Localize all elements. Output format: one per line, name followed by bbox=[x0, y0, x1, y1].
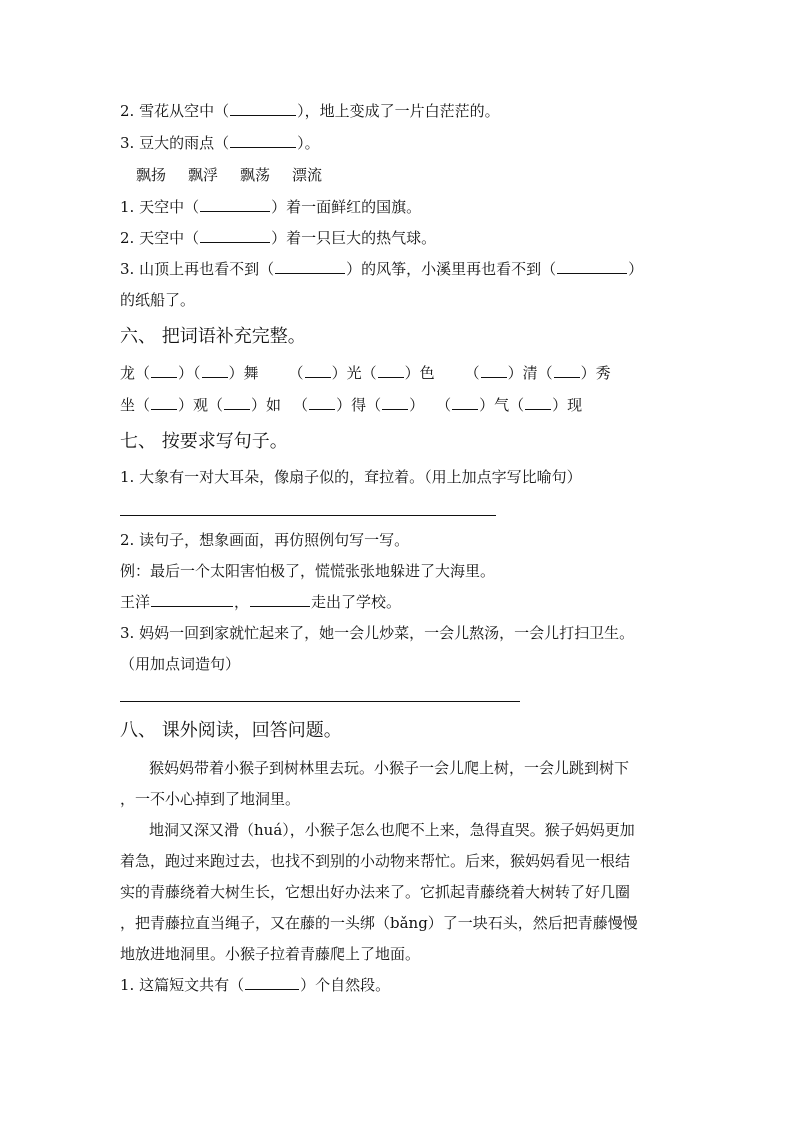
answer-blank[interactable] bbox=[230, 101, 296, 116]
passage-line: 着急，跑过来跑过去，也找不到别的小动物来帮忙。后来，猴妈妈看见一根结 bbox=[120, 852, 631, 870]
answer-blank[interactable] bbox=[557, 259, 627, 274]
idiom-row-2: 坐（ ）观（ ）如 （ ）得（ ） （ ）气（ ）现 bbox=[120, 396, 583, 414]
passage-line: 实的青藤绕着大树生长，它想出好办法来了。它抓起青藤绕着大树转了好几圈 bbox=[120, 883, 631, 901]
fill-line-3-cont: 的纸船了。 bbox=[120, 291, 196, 309]
answer-blank[interactable] bbox=[305, 363, 331, 378]
answer-blank[interactable] bbox=[151, 363, 177, 378]
answer-blank[interactable] bbox=[224, 395, 250, 410]
answer-blank[interactable] bbox=[200, 228, 270, 243]
answer-blank[interactable] bbox=[275, 259, 345, 274]
s7-question-3: 3. 妈妈一回到家就忙起来了，她一会儿炒菜，一会儿熬汤，一会儿打扫卫生。 bbox=[120, 624, 635, 642]
passage-line: 猴妈妈带着小猴子到树林里去玩。小猴子一会儿爬上树，一会儿跳到树下 bbox=[149, 759, 630, 777]
answer-blank[interactable] bbox=[151, 395, 177, 410]
answer-line[interactable] bbox=[120, 701, 520, 702]
section-8-heading: 八、 课外阅读，回答问题。 bbox=[120, 720, 342, 741]
fill-line-3: 3. 山顶上再也看不到（ ）的风筝，小溪里再也看不到（ ） bbox=[120, 260, 644, 278]
answer-blank[interactable] bbox=[250, 592, 310, 607]
answer-blank[interactable] bbox=[382, 395, 408, 410]
passage-line: 地洞又深又滑（huá），小猴子怎么也爬不上来，急得直哭。猴子妈妈更加 bbox=[149, 821, 635, 839]
s7-example: 例：最后一个太阳害怕极了，慌慌张张地躲进了大海里。 bbox=[120, 562, 496, 580]
answer-blank[interactable] bbox=[200, 197, 270, 212]
passage-line: 地放进地洞里。小猴子拉着青藤爬上了地面。 bbox=[120, 945, 421, 963]
s7-question-2: 2. 读句子，想象画面，再仿照例句写一写。 bbox=[120, 531, 410, 549]
s7-question-1: 1. 大象有一对大耳朵，像扇子似的，耷拉着。（用上加点字写比喻句） bbox=[120, 468, 582, 486]
answer-line[interactable] bbox=[120, 515, 496, 516]
answer-blank[interactable] bbox=[309, 395, 335, 410]
fill-line-2: 2. 天空中（ ）着一只巨大的热气球。 bbox=[120, 229, 437, 247]
answer-blank[interactable] bbox=[452, 395, 478, 410]
answer-blank[interactable] bbox=[245, 975, 299, 990]
word-options bbox=[136, 165, 322, 185]
answer-blank[interactable] bbox=[481, 363, 507, 378]
s7-write-line: 王洋 ， 走出了学校。 bbox=[120, 593, 402, 611]
s7-question-3-note: （用加点词造句） bbox=[120, 655, 241, 673]
answer-blank[interactable] bbox=[202, 363, 228, 378]
fill-line-1: 1. 天空中（ ）着一面鲜红的国旗。 bbox=[120, 198, 422, 216]
answer-blank[interactable] bbox=[378, 363, 404, 378]
option-word: 漂流 bbox=[292, 166, 323, 184]
s8-question-1: 1. 这篇短文共有（ ）个自然段。 bbox=[120, 976, 391, 994]
option-word: 飘荡 bbox=[240, 166, 271, 184]
q-snow-line: 2. 雪花从空中（ ），地上变成了一片白茫茫的。 bbox=[120, 102, 500, 120]
passage-line: ，一不小心掉到了地洞里。 bbox=[120, 790, 301, 808]
answer-blank[interactable] bbox=[230, 133, 296, 148]
answer-blank[interactable] bbox=[525, 395, 551, 410]
section-6-heading: 六、 把词语补充完整。 bbox=[120, 326, 306, 347]
idiom-row-1: 龙（ ）（ ）舞 （ ）光（ ）色 （ ）清（ ）秀 bbox=[120, 364, 611, 382]
passage-line: ，把青藤拉直当绳子，又在藤的一头绑（bǎng）了一块石头，然后把青藤慢慢 bbox=[120, 914, 638, 932]
answer-blank[interactable] bbox=[554, 363, 580, 378]
section-7-heading: 七、 按要求写句子。 bbox=[120, 431, 288, 452]
q-rain-line: 3. 豆大的雨点（ ）。 bbox=[120, 134, 320, 152]
option-word: 飘扬 bbox=[136, 166, 167, 184]
answer-blank[interactable] bbox=[151, 592, 233, 607]
option-word: 飘浮 bbox=[188, 166, 219, 184]
